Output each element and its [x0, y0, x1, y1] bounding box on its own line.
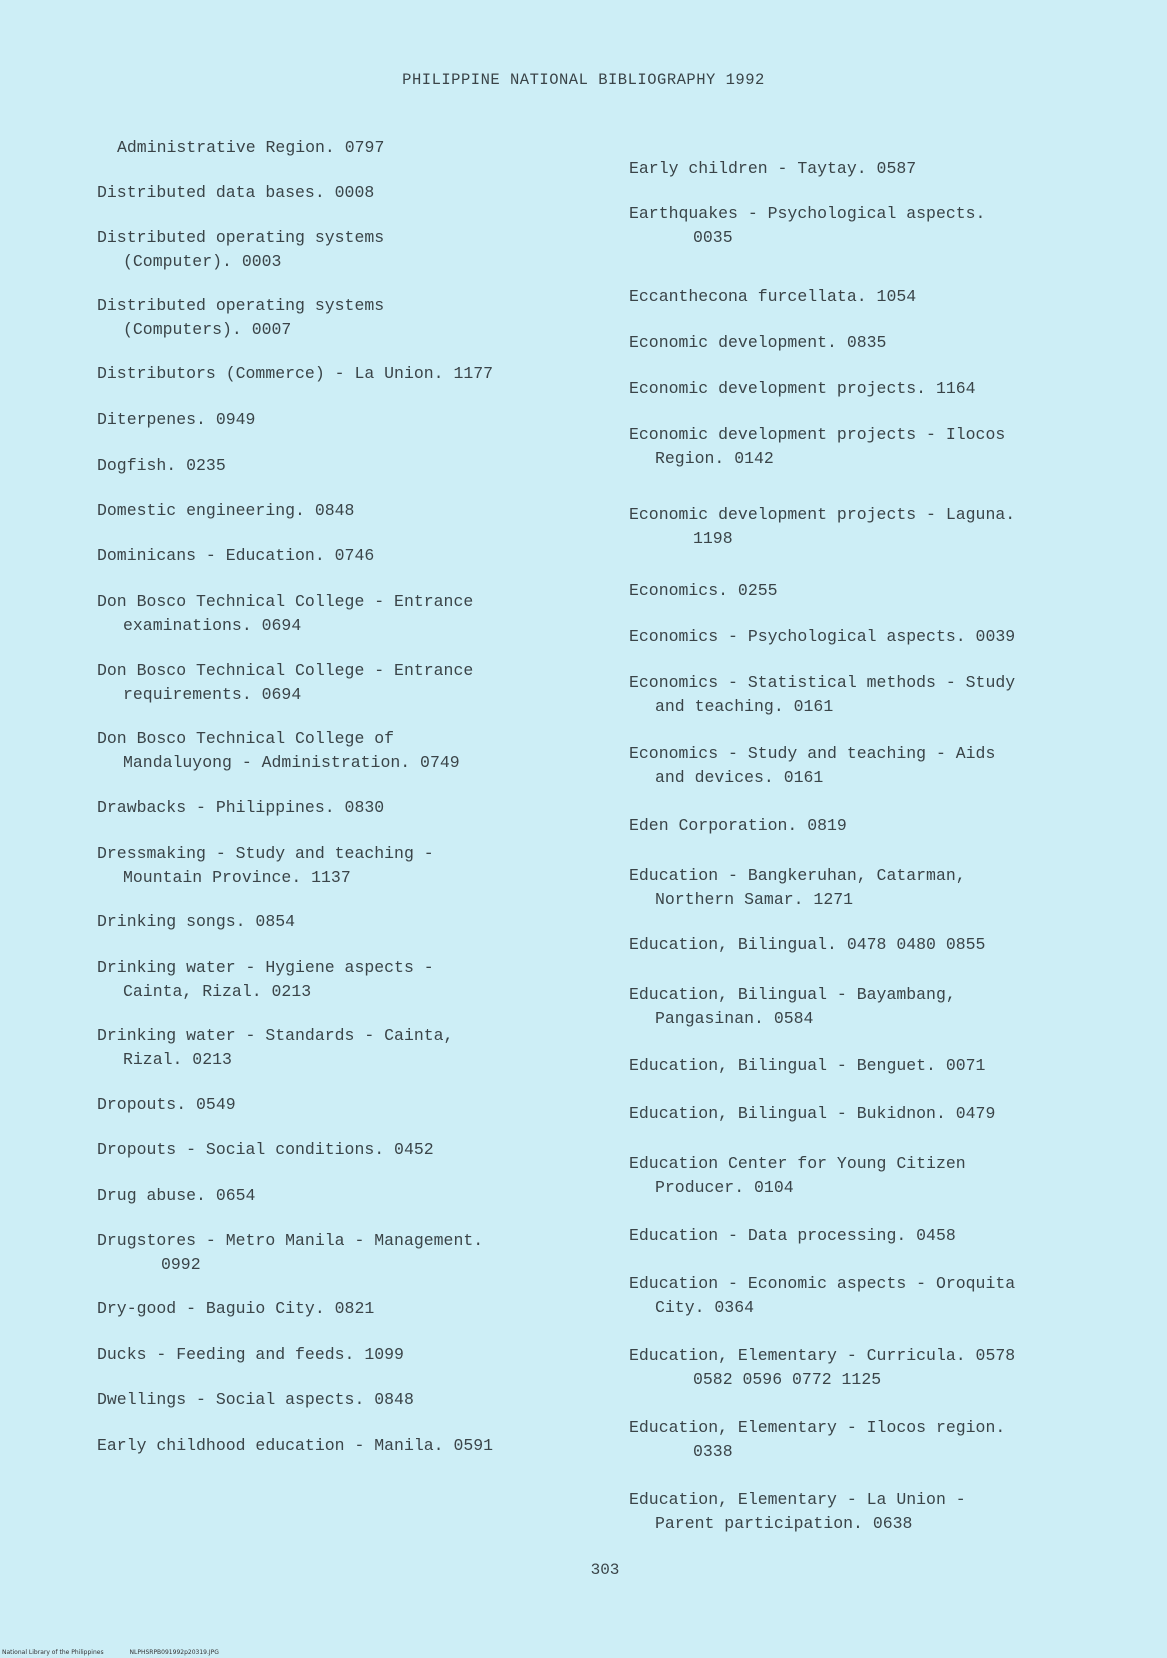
- index-entry: Economics - Study and teaching - Aids and devices. 0161: [629, 744, 996, 787]
- index-entry: Drawbacks - Philippines. 0830: [97, 798, 385, 817]
- index-entry: Education, Bilingual - Bukidnon. 0479: [629, 1104, 996, 1123]
- index-entry: Education - Economic aspects - Oroquita City. 0364: [629, 1274, 1016, 1317]
- index-entry: Education - Bangkeruhan, Catarman, Northern Samar. 1271: [629, 866, 966, 909]
- index-entry: Economics - Statistical methods - Study and teaching. 0161: [629, 673, 1016, 716]
- index-entry: Drinking songs. 0854: [97, 912, 296, 931]
- index-entry: Early childhood education - Manila. 0591: [97, 1436, 494, 1455]
- index-entry: Education, Elementary - Ilocos region. 0338: [629, 1418, 1006, 1461]
- index-entry: Don Bosco Technical College - Entrance examinations. 0694: [97, 592, 474, 635]
- index-entry: Dry-good - Baguio City. 0821: [97, 1299, 375, 1318]
- index-entry: Drugstores - Metro Manila - Management. 0992: [97, 1231, 484, 1274]
- index-entry: Domestic engineering. 0848: [97, 501, 355, 520]
- index-entry: Education, Elementary - La Union - Parent participation. 0638: [629, 1490, 966, 1533]
- index-entry: Economic development projects - Laguna. 1198: [629, 505, 1016, 548]
- index-entry: Administrative Region. 0797: [117, 138, 385, 157]
- index-entry: Early children - Taytay. 0587: [629, 159, 917, 178]
- index-entry: Dogfish. 0235: [97, 456, 226, 475]
- index-entry: Distributed data bases. 0008: [97, 183, 375, 202]
- index-entry: Dropouts - Social conditions. 0452: [97, 1140, 434, 1159]
- index-entry: Education, Elementary - Curricula. 0578 0582 0596 0772 1125: [629, 1346, 1016, 1389]
- footer-file: NLPHSRPB091992p20319.JPG: [129, 1649, 219, 1656]
- index-entry: Dressmaking - Study and teaching - Mountain Province. 1137: [97, 844, 434, 887]
- index-entry: Dropouts. 0549: [97, 1095, 236, 1114]
- index-entry: Dwellings - Social aspects. 0848: [97, 1390, 414, 1409]
- index-entry: Dominicans - Education. 0746: [97, 546, 375, 565]
- index-entry: Education - Data processing. 0458: [629, 1226, 956, 1245]
- index-entry: Education, Bilingual - Benguet. 0071: [629, 1056, 986, 1075]
- index-entry: Economics. 0255: [629, 581, 778, 600]
- index-entry: Education, Bilingual. 0478 0480 0855: [629, 935, 986, 954]
- index-entry: Drug abuse. 0654: [97, 1186, 256, 1205]
- index-entry: Education, Bilingual - Bayambang, Pangasinan. 0584: [629, 985, 956, 1028]
- index-entry: Distributed operating systems (Computer). 0003: [97, 228, 385, 271]
- index-entry: Eden Corporation. 0819: [629, 816, 847, 835]
- index-entry: Distributed operating systems (Computers). 0007: [97, 296, 385, 339]
- index-entry: Drinking water - Hygiene aspects - Cainta, Rizal. 0213: [97, 958, 434, 1001]
- index-entry: Don Bosco Technical College of Mandaluyong - Administration. 0749: [97, 729, 460, 772]
- index-entry: Ducks - Feeding and feeds. 1099: [97, 1345, 404, 1364]
- index-entry: Don Bosco Technical College - Entrance requirements. 0694: [97, 661, 474, 704]
- page-title: PHILIPPINE NATIONAL BIBLIOGRAPHY 1992: [402, 71, 765, 89]
- index-entry: Drinking water - Standards - Cainta, Rizal. 0213: [97, 1026, 454, 1069]
- scan-footer: [2, 1649, 243, 1656]
- index-entry: Economics - Psychological aspects. 0039: [629, 627, 1016, 646]
- index-entry: Education Center for Young Citizen Producer. 0104: [629, 1154, 966, 1197]
- index-entry: Distributors (Commerce) - La Union. 1177: [97, 364, 494, 383]
- footer-library: National Library of the Philippines: [2, 1649, 104, 1656]
- index-entry: Eccanthecona furcellata. 1054: [629, 287, 917, 306]
- index-entry: Diterpenes. 0949: [97, 410, 256, 429]
- index-entry: Economic development projects - Ilocos Region. 0142: [629, 425, 1006, 468]
- page-number: 303: [590, 1561, 620, 1579]
- index-entry: Economic development. 0835: [629, 333, 887, 352]
- index-entry: Earthquakes - Psychological aspects. 0035: [629, 204, 986, 247]
- index-entry: Economic development projects. 1164: [629, 379, 976, 398]
